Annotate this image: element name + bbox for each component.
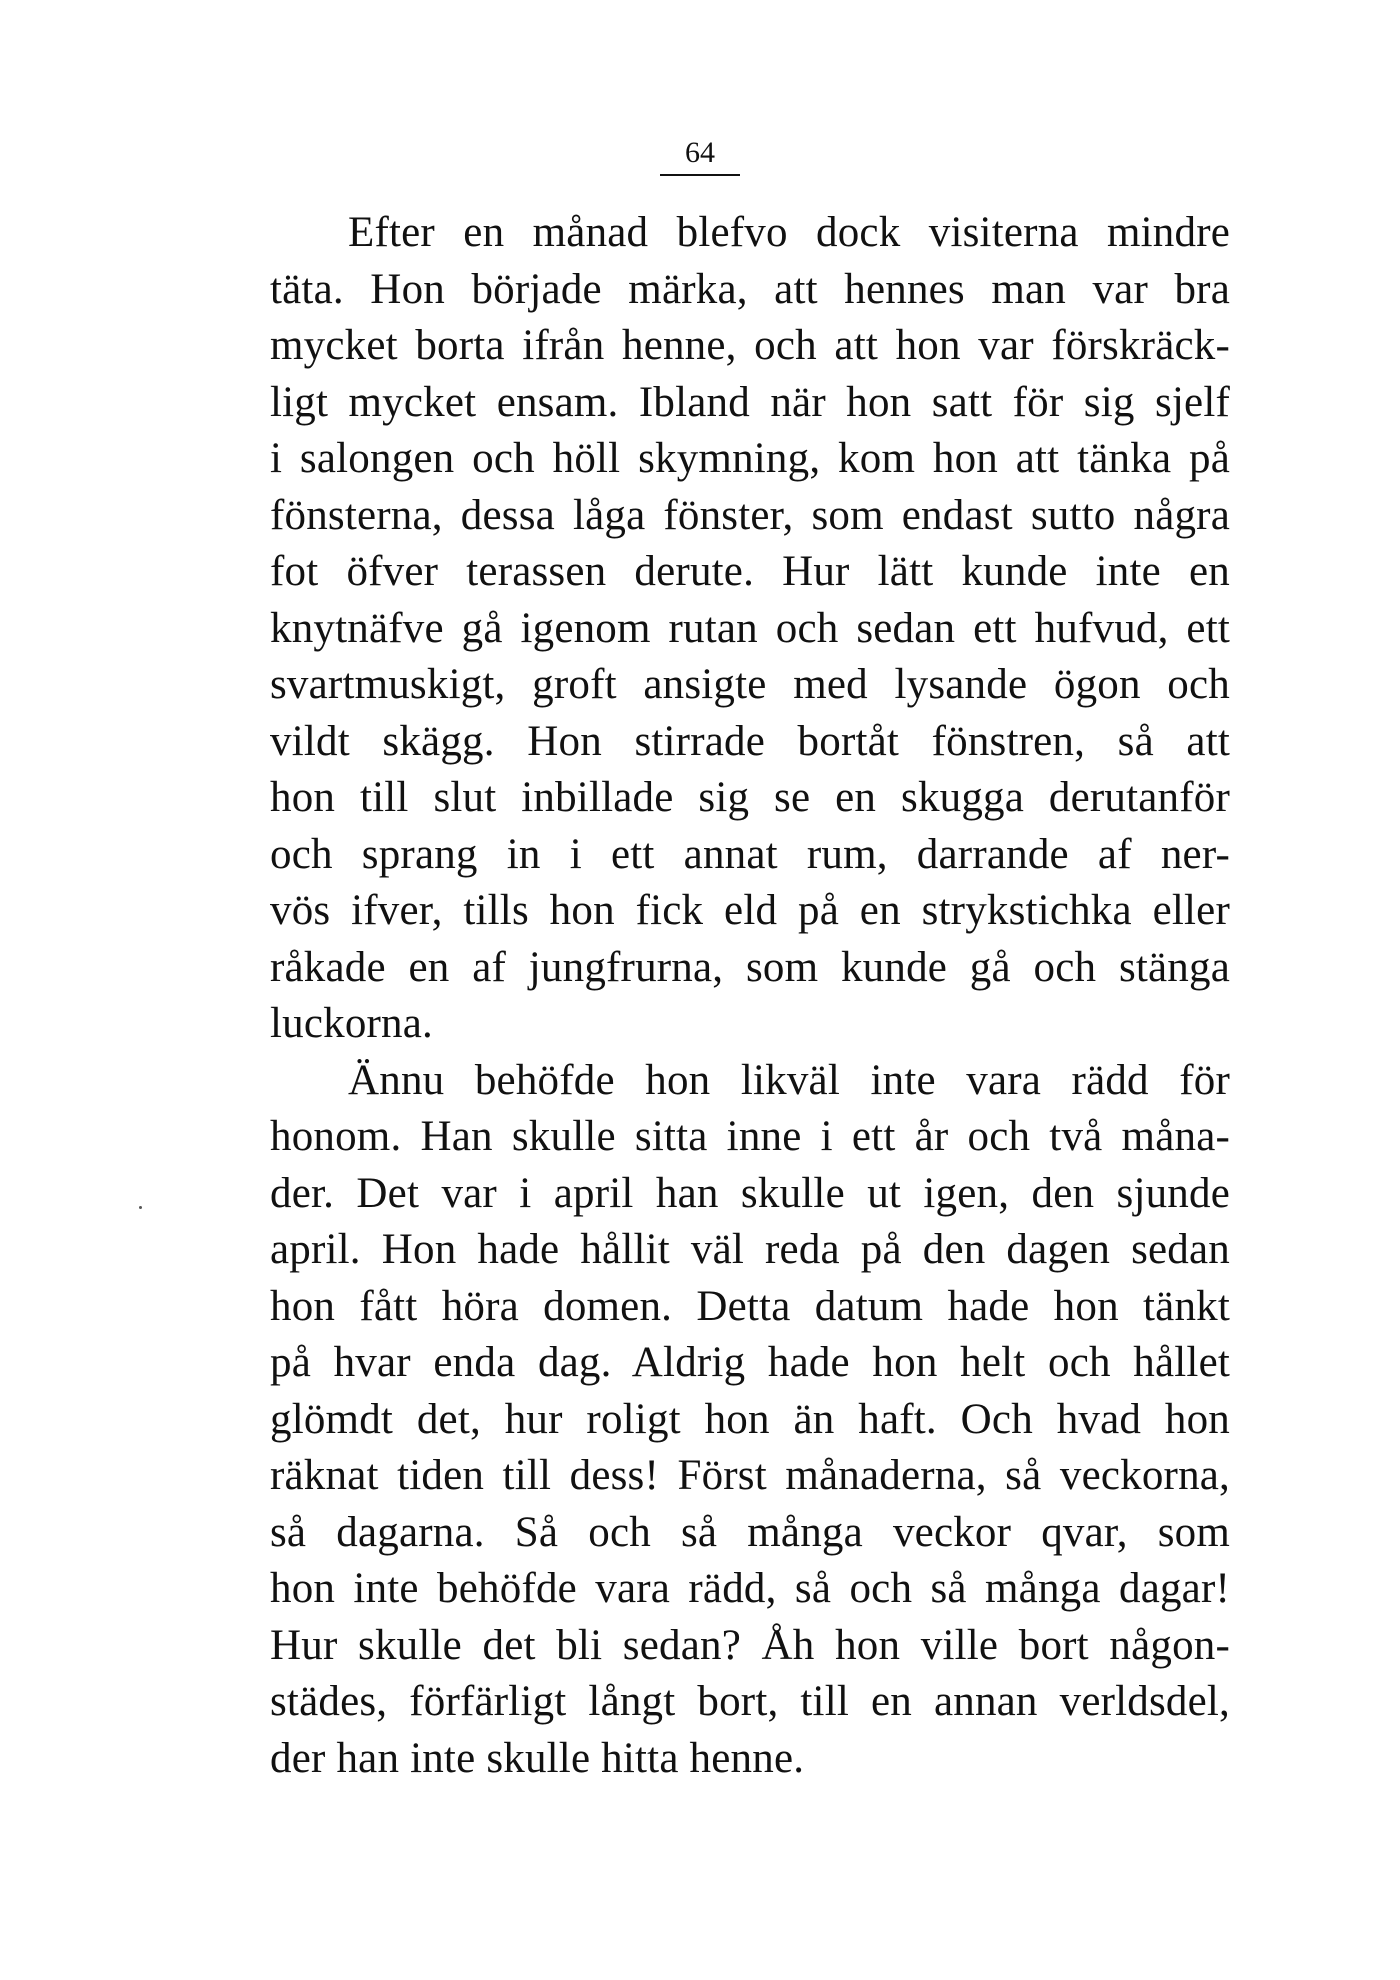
text-line: der han inte skulle hitta henne. bbox=[270, 1734, 805, 1782]
text-line: i salongen och höll skymning, kom hon att tänka på bbox=[270, 435, 1230, 482]
text-line: honom. Han skulle sitta inne i ett år och två måna- bbox=[270, 1113, 1230, 1160]
paragraph-2 bbox=[270, 1053, 1230, 1788]
text-line: räknat tiden till dess! Först månaderna, så veckorna, bbox=[270, 1452, 1230, 1499]
text-line: råkade en af jungfrurna, som kunde gå och stänga bbox=[270, 943, 1230, 991]
text-line: Hur skulle det bli sedan? Åh hon ville bort någon- bbox=[270, 1621, 1230, 1669]
text-line: svartmuskigt, groft ansigte med lysande ögon och bbox=[270, 661, 1230, 708]
text-line: der. Det var i april han skulle ut igen, den sjunde bbox=[270, 1169, 1230, 1217]
text-line: vös ifver, tills hon fick eld på en strykstichka eller bbox=[270, 887, 1230, 934]
text-line: Ännu behöfde hon likväl inte vara rädd för bbox=[348, 1056, 1230, 1104]
text-line: Efter en månad blefvo dock visiterna mindre bbox=[348, 209, 1230, 256]
text-line: hon inte behöfde vara rädd, så och så många dagar! bbox=[270, 1565, 1230, 1612]
text-line: glömdt det, hur roligt hon än haft. Och hvad hon bbox=[270, 1395, 1230, 1443]
page-number: 64 bbox=[660, 138, 740, 176]
text-line: luckorna. bbox=[270, 1000, 433, 1047]
text-line: ligt mycket ensam. Ibland när hon satt för sig sjelf bbox=[270, 378, 1230, 426]
text-line: april. Hon hade hållit väl reda på den dagen sedan bbox=[270, 1226, 1230, 1273]
text-line: och sprang in i ett annat rum, darrande af ner- bbox=[270, 830, 1230, 878]
text-line: på hvar enda dag. Aldrig hade hon helt och hållet bbox=[270, 1339, 1230, 1386]
paragraph-1 bbox=[270, 205, 1230, 1053]
text-line: städes, förfärligt långt bort, till en annan verldsdel, bbox=[270, 1678, 1230, 1725]
body-text bbox=[270, 205, 1230, 1787]
text-line: hon fått höra domen. Detta datum hade hon tänkt bbox=[270, 1282, 1230, 1330]
text-line: fönsterna, dessa låga fönster, som endast sutto några bbox=[270, 491, 1230, 539]
text-line: så dagarna. Så och så många veckor qvar, som bbox=[270, 1508, 1230, 1556]
text-line: fot öfver terassen derute. Hur lätt kunde inte en bbox=[270, 548, 1230, 595]
text-line: vildt skägg. Hon stirrade bortåt fönstren, så att bbox=[270, 717, 1230, 765]
text-line: hon till slut inbillade sig se en skugga derutanför bbox=[270, 774, 1230, 821]
stray-mark bbox=[139, 1206, 142, 1209]
text-line: knytnäfve gå igenom rutan och sedan ett hufvud, ett bbox=[270, 604, 1230, 652]
text-line: täta. Hon började märka, att hennes man var bra bbox=[270, 265, 1230, 313]
text-line: mycket borta ifrån henne, och att hon var förskräck- bbox=[270, 322, 1230, 369]
